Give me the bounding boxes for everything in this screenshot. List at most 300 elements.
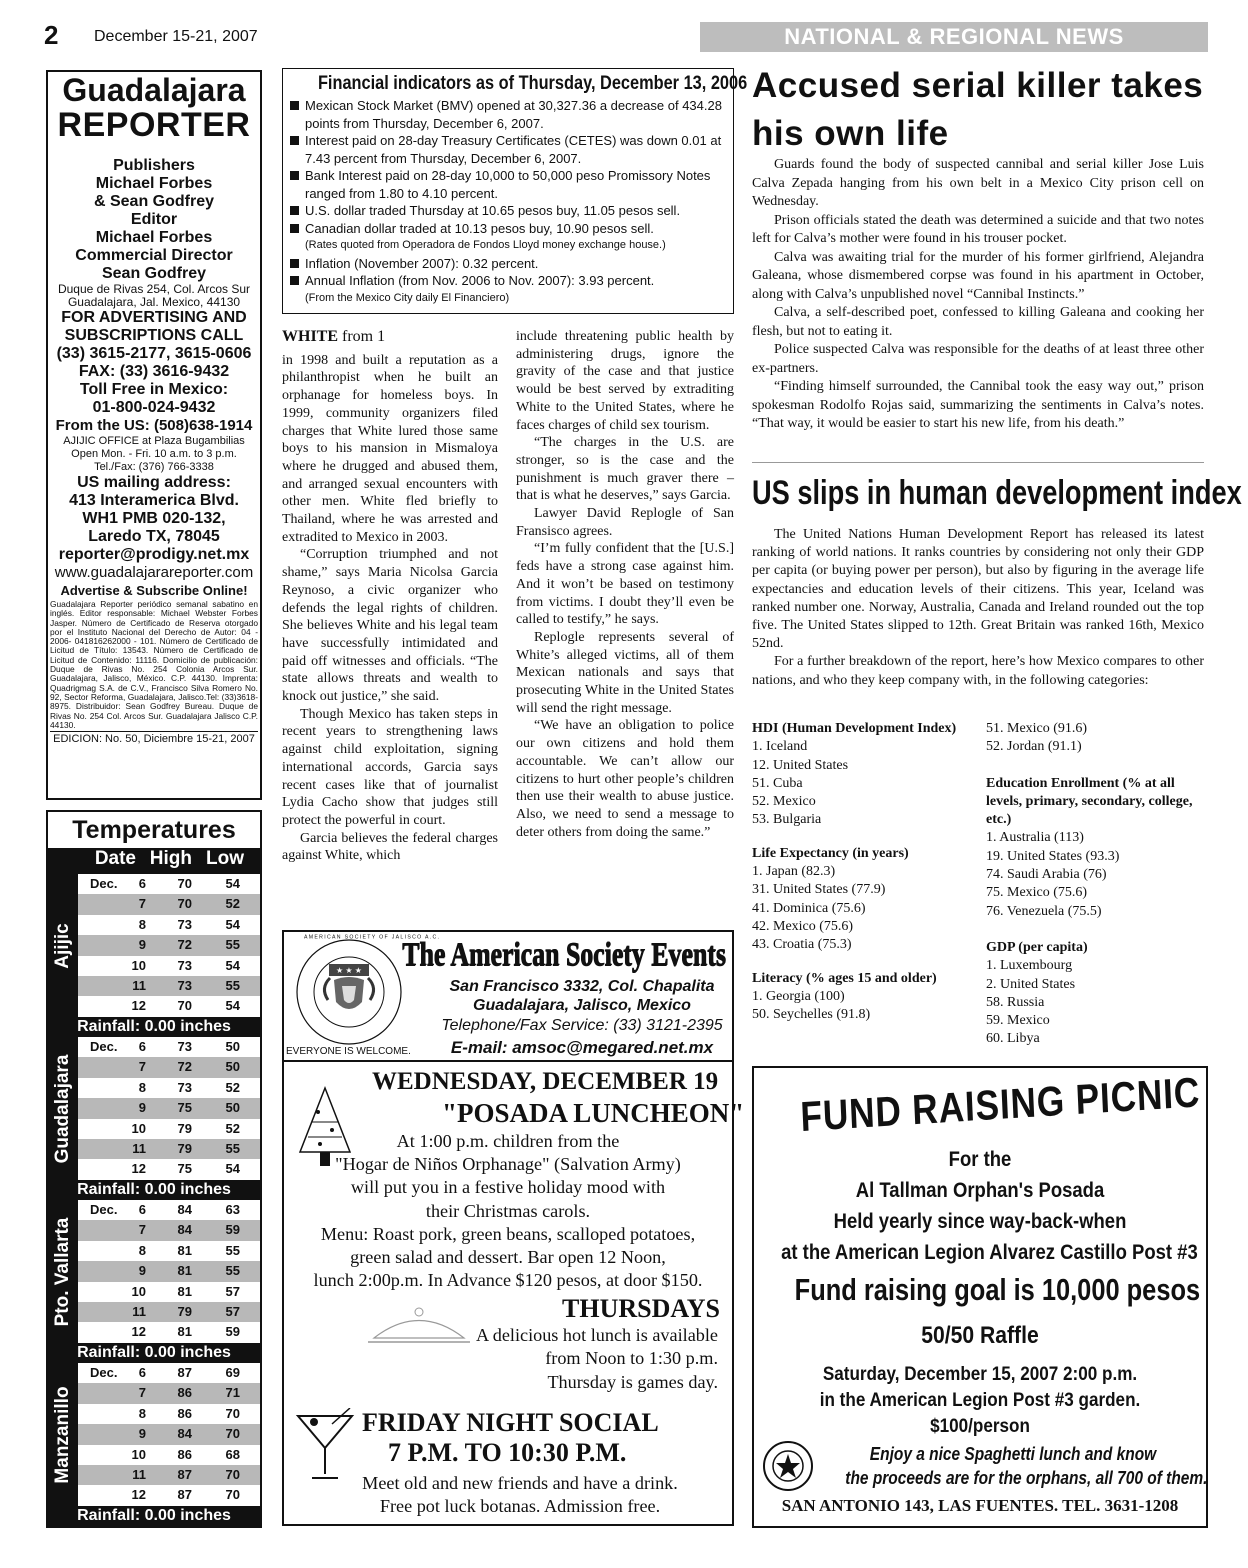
city-name-label	[48, 1363, 78, 1506]
wednesday-heading: WEDNESDAY, DECEMBER 19	[372, 1068, 719, 1095]
temperature-row	[78, 1261, 260, 1281]
category-left-column	[752, 720, 977, 1024]
ad-call-line: FOR ADVERTISING AND	[61, 309, 247, 326]
low-cell: 55	[225, 1263, 240, 1279]
ad-call-line: From the US: (508)638-1914	[55, 417, 253, 434]
temperature-row	[78, 1485, 260, 1505]
high-cell: 84	[177, 1222, 192, 1238]
american-society-header	[284, 932, 732, 1062]
rank-item: 50. Seychelles (91.8)	[752, 1007, 871, 1023]
month-cell	[78, 1139, 124, 1159]
education-heading: Education Enrollment (% at all levels, primary, secondary, college, etc.)	[986, 775, 1193, 828]
temperature-row	[78, 1322, 260, 1342]
low-cell: 52	[225, 1079, 240, 1095]
financial-indicator-item: Inflation (November 2007): 0.32 percent.	[287, 255, 729, 273]
month-cell	[78, 1383, 124, 1403]
posada-line: their Christmas carols.	[425, 1200, 591, 1221]
low-cell: 55	[225, 1140, 240, 1156]
posada-line: green salad and dessert. Bar open 12 Noon,	[350, 1247, 666, 1268]
masthead-line: & Sean Godfrey	[93, 193, 215, 210]
masthead-line: Commercial Director	[75, 247, 233, 264]
fund-line: at the American Legion Alvarez Castillo Post #3	[781, 1241, 1198, 1264]
article-paragraph: Prison officials stated the death was determined a suicide and that two notes left for Calva’s mother were found in his trouser pocket.	[752, 212, 1204, 246]
rank-item: 52. Mexico	[752, 794, 816, 810]
high-cell: 79	[177, 1120, 192, 1136]
high-cell: 84	[177, 1202, 192, 1217]
article-paragraph: Police suspected Calva was responsible for the deaths of at least three other ex-partners.	[752, 342, 1204, 376]
article-paragraph: Calva was awaiting trial for the murder of his former girlfriend, Alejandra Galeana, whose dismembered corpse was found in his apartment in October, along with Calva’s unpublished novel “Cannibal Instincts.”	[752, 249, 1204, 302]
low-cell: 63	[225, 1202, 240, 1217]
masthead-title-2: REPORTER	[57, 106, 251, 144]
high-cell: 73	[177, 1079, 192, 1095]
rank-item: 1. Luxembourg	[986, 958, 1073, 974]
article-serial-killer	[752, 156, 1204, 434]
rank-item: 42. Mexico (75.6)	[752, 918, 854, 934]
temperature-row	[78, 1424, 260, 1444]
low-cell: 70	[225, 1487, 240, 1503]
rank-item: 41. Dominica (75.6)	[752, 900, 866, 916]
raffle-label: 50/50 Raffle	[921, 1322, 1039, 1349]
when-line: Saturday, December 15, 2007 2:00 p.m.	[822, 1364, 1138, 1385]
month-cell: Dec.	[90, 1365, 118, 1380]
article-paragraph: The United Nations Human Development Report has released its latest ranking of world nations. It ranks countries by considering not only their GDP per capita (or buying power per person), but also by figuring in the average life expectancies and education levels of their citizens. This year, Iceland was ranked number one. Norway, Australia, Canada and Ireland rounded out the top five. The United States slipped to 12th. Great Britain was ranked 16th, Mexico 52nd.	[752, 527, 1204, 652]
temperature-row	[78, 1465, 260, 1485]
rainfall-bar: Rainfall: 0.00 inches	[48, 1180, 260, 1200]
rank-item: 59. Mexico	[986, 1013, 1050, 1029]
ad-call-line: 01-800-024-9432	[92, 399, 216, 416]
thursdays-heading: THURSDAYS	[562, 1294, 720, 1323]
header-date: Date	[94, 848, 136, 869]
date-cell: 9	[138, 937, 146, 953]
date-cell: 9	[138, 1263, 146, 1279]
city-name: Ajijic	[52, 922, 73, 969]
financial-indicator-item: U.S. dollar traded Thursday at 10.65 pesos buy, 11.05 pesos sell.	[287, 202, 729, 220]
rank-item: 75. Mexico (75.6)	[986, 885, 1088, 901]
high-cell: 73	[177, 957, 192, 973]
financial-indicator-item: Bank Interest paid on 28-day 10,000 to 50,000 peso Promissory Notes ranged from 1.80 to 4.10 percent.	[287, 167, 729, 202]
white-paragraph: Though Mexico has taken steps in recent years to strengthening laws against child exploitation, signing international accords, Garcia says recent cases like that of journalist Lydia Cacho show that judges still protect the powerful in court.	[282, 706, 498, 828]
svg-text:★ ★ ★: ★ ★ ★	[336, 966, 362, 975]
welcome-text: EVERYONE IS WELCOME.	[286, 1046, 411, 1057]
month-cell	[78, 976, 124, 996]
rank-item: 19. United States (93.3)	[986, 848, 1120, 864]
white-paragraph: Lawyer David Replogle of San Fransisco agrees.	[516, 506, 734, 539]
month-cell	[78, 1424, 124, 1444]
date-cell: 11	[132, 1466, 146, 1482]
low-cell: 59	[225, 1222, 240, 1238]
when-line: in the American Legion Post #3 garden.	[819, 1390, 1141, 1411]
life-heading: Life Expectancy (in years)	[752, 845, 909, 861]
date-cell: 12	[131, 1324, 146, 1340]
amsoc-phone: Telephone/Fax Service: (33) 3121-2395	[441, 1017, 723, 1034]
low-cell: 70	[225, 1426, 240, 1442]
date-cell: 10	[131, 957, 146, 973]
financial-source-note: (Rates quoted from Operadora de Fondos Lloyd money exchange house.)	[305, 239, 666, 251]
ad-call-line: Toll Free in Mexico:	[79, 381, 229, 398]
masthead-address: Duque de Rivas 254, Col. Arcos Sur	[57, 282, 251, 296]
low-cell: 52	[225, 896, 240, 912]
masthead-line: Michael Forbes	[95, 175, 213, 192]
city-name-label	[48, 1037, 78, 1180]
ajijic-office: Open Mon. - Fri. 10 a.m. to 3 p.m.	[71, 448, 237, 460]
city-name: Pto. Vallarta	[52, 1217, 73, 1326]
month-cell	[78, 1078, 124, 1098]
gdp-heading: GDP (per capita)	[986, 939, 1088, 955]
temperature-row	[78, 1037, 260, 1057]
high-cell: 70	[177, 876, 192, 891]
temperature-row	[78, 1282, 260, 1302]
high-cell: 75	[177, 1161, 192, 1177]
headline-serial-killer: Accused serial killer takes his own life	[752, 66, 1204, 153]
low-cell: 54	[225, 1161, 240, 1177]
high-cell: 73	[177, 916, 192, 932]
high-cell: 70	[177, 998, 192, 1014]
month-cell	[78, 1282, 124, 1302]
fund-address: SAN ANTONIO 143, LAS FUENTES. TEL. 3631-1208	[781, 1496, 1179, 1515]
rank-item: 52. Jordan (91.1)	[986, 739, 1082, 755]
divider	[752, 462, 1204, 463]
low-cell: 71	[225, 1385, 240, 1401]
american-society-title: The American Society Events	[402, 936, 726, 973]
temperature-row	[78, 996, 260, 1016]
low-cell: 55	[225, 977, 240, 993]
masthead-address: Guadalajara, Jal. Mexico, 44130	[67, 295, 241, 309]
low-cell: 69	[225, 1365, 240, 1380]
rank-item: 31. United States (77.9)	[752, 882, 886, 898]
low-cell: 54	[225, 998, 240, 1014]
city-name-label	[48, 874, 78, 1017]
rank-item: 2. United States	[986, 976, 1076, 992]
date-cell: 6	[138, 876, 146, 891]
white-column-b	[516, 328, 734, 841]
high-cell: 86	[177, 1446, 192, 1462]
low-cell: 68	[225, 1446, 240, 1462]
white-paragraph: “The charges in the U.S. are stronger, so is the case and the punishment is much graver there – that is what he deserves,” says Garcia.	[516, 435, 734, 504]
american-society-ad	[282, 930, 745, 1526]
mailing-line: Laredo TX, 78045	[88, 528, 220, 545]
date-cell: 7	[138, 1059, 146, 1075]
month-cell: Dec.	[90, 876, 118, 891]
header-low: Low	[206, 848, 244, 869]
month-cell	[78, 1322, 124, 1342]
temperature-row	[78, 1200, 260, 1220]
temperature-row	[78, 1383, 260, 1403]
article-paragraph: Guards found the body of suspected cannibal and serial killer Jose Luis Calva Zepada hanging from his own belt in a Mexico City prison cell on Wednesday.	[752, 157, 1204, 209]
date-cell: 10	[131, 1120, 146, 1136]
masthead-line: Publishers	[113, 157, 195, 174]
white-paragraph: Garcia believes the federal charges against White, which	[282, 830, 498, 864]
high-cell: 87	[177, 1466, 192, 1482]
header-high: High	[149, 848, 192, 869]
temperature-row	[78, 1302, 260, 1322]
temperature-city-block	[48, 1037, 260, 1180]
rank-item: 51. Mexico (91.6)	[986, 721, 1088, 736]
month-cell	[78, 1057, 124, 1077]
low-cell: 54	[225, 876, 240, 891]
date-cell: 12	[131, 998, 146, 1014]
high-cell: 75	[177, 1100, 192, 1116]
enjoy-line: the proceeds are for the orphans, all 700 of them.	[845, 1468, 1208, 1488]
edition-line: EDICION: No. 50, Diciembre 15-21, 2007	[50, 731, 258, 746]
white-paragraph: “Corruption triumphed and not shame,” says Maria Nicolsa Garcia Reynoso, a civic organizer who defends the legal rights of children. She believes White and his legal team have successfully intimidated and paid off witnesses and officials. “The state allows threats and wealth to knock out justice,” she said.	[282, 547, 498, 705]
email-link[interactable]: reporter@prodigy.net.mx	[58, 546, 250, 563]
low-cell: 50	[225, 1039, 240, 1054]
temperature-city-block	[48, 1200, 260, 1343]
hdi-heading: HDI (Human Development Index)	[752, 721, 957, 736]
city-name-label	[48, 1200, 78, 1343]
amsoc-address: Guadalajara, Jalisco, Mexico	[473, 997, 691, 1014]
american-legion-emblem-icon	[762, 1440, 814, 1492]
date-cell: 8	[138, 916, 146, 932]
enjoy-text	[845, 1442, 1208, 1490]
high-cell: 81	[177, 1242, 192, 1258]
headline-human-development: US slips in human development index	[752, 474, 1242, 512]
date-cell: 11	[132, 977, 146, 993]
masthead-line: Michael Forbes	[95, 229, 213, 246]
high-cell: 87	[177, 1365, 192, 1380]
date-cell: 7	[138, 1385, 146, 1401]
thursdays-line: Thursday is games day.	[547, 1371, 718, 1392]
fund-raising-description	[781, 1144, 1198, 1268]
issue-date: December 15-21, 2007	[94, 28, 258, 45]
financial-source-note: (From the Mexico City daily El Financiero)	[305, 291, 510, 304]
article-paragraph: “Finding himself surrounded, the Cannibal took the easy way out,” prison spokesman Rodolfo Rojas said, summarizing the sentiments in Calva’s notes. “That way, it would be easier to start his new life, from his death.”	[752, 379, 1204, 431]
date-cell: 11	[132, 1140, 146, 1156]
article-human-development	[752, 526, 1204, 690]
date-cell: 10	[131, 1446, 146, 1462]
rank-item: 1. Iceland	[752, 739, 808, 755]
masthead-line: Editor	[130, 211, 178, 228]
white-paragraph: “We have an obligation to police our own citizens and hold them accountable. We can’t allow our citizens to hurt other people’s children then use their wealth to abuse justice. Also, we need to send a message to deter others from doing the same.”	[516, 718, 734, 840]
masthead-title: Guadalajara	[62, 72, 246, 108]
low-cell: 57	[225, 1303, 240, 1319]
month-cell: Dec.	[90, 1202, 118, 1217]
white-paragraph: in 1998 and built a reputation as a philanthropist when he built an orphanage for homeless boys. In 1999, community organizers filed charges that White lured those same boys to his mansion in Mismaloya where he drugged and abused them, and arranged sexual encounters with other men. White fled briefly to Thailand, where he was arrested and extradited to Mexico in 2003.	[282, 352, 498, 545]
month-cell	[78, 935, 124, 955]
month-cell	[78, 1241, 124, 1261]
date-cell: 8	[138, 1242, 146, 1258]
thursdays-line: from Noon to 1:30 p.m.	[545, 1348, 718, 1369]
temperature-row	[78, 1220, 260, 1240]
thursdays-line: A delicious hot lunch is available	[476, 1325, 718, 1345]
month-cell	[78, 1159, 124, 1179]
fund-line: Al Tallman Orphan's Posada	[855, 1179, 1105, 1202]
white-column-a	[282, 328, 498, 865]
temperature-row	[78, 1404, 260, 1424]
temperature-row	[78, 1159, 260, 1179]
posada-details	[286, 1130, 730, 1292]
fund-raising-picnic-ad	[752, 1066, 1208, 1528]
white-paragraph: Replogle represents several of White’s alleged victims, all of them Mexican nationals and says that prosecuting White in the United States will send the right message.	[516, 629, 734, 716]
temperature-row	[78, 1445, 260, 1465]
month-cell	[78, 956, 124, 976]
high-cell: 73	[177, 977, 192, 993]
temperature-row	[78, 915, 260, 935]
high-cell: 79	[177, 1303, 192, 1319]
ad-call-line: FAX: (33) 3616-9432	[78, 363, 230, 380]
rank-item: 1. Japan (82.3)	[752, 864, 836, 880]
ajijic-office: Tel./Fax: (376) 766-3338	[94, 461, 214, 473]
mailing-line: WH1 PMB 020-132,	[82, 510, 226, 527]
rank-item: 60. Libya	[986, 1031, 1040, 1047]
fund-raising-title: FUND RAISING PICNIC	[799, 1068, 1202, 1141]
rainfall-bar: Rainfall: 0.00 inches	[48, 1506, 260, 1526]
temperature-row	[78, 976, 260, 996]
friday-line: Meet old and new friends and have a drink.	[362, 1473, 678, 1493]
low-cell: 70	[225, 1466, 240, 1482]
rank-item: 76. Venezuela (75.5)	[986, 903, 1102, 919]
temperature-row	[78, 1078, 260, 1098]
posada-luncheon-heading: "POSADA LUNCHEON"	[442, 1098, 745, 1128]
legal-notice: Guadalajara Reporter periódico semanal sabatino en inglés. Editor responsable: Michael Webster Forbes Jasper. Número de Certificado de Reserva otorgado por el Instituto Nacional del Derecho de Autor: 04 - 2006- 041816262000 - 101. Número de Certificado de Licitud de Título: 13543. Número de Certificado de Licitud de Contenido: 11116. Domicilio de publicación: Duque de Rivas No. 254 Colonia Arcos Sur. Guadalajara, Jalisco, México. C.P. 44130. Imprenta: Quadrigmag S.A. de C.V., Francisco Silva Romero No. 92, Sector Reforma, Guadalajara, Jalisco.Tel: (33)3618-8975. Distribuidor: Sean Godfrey Bureau. Duque de Rivas No. 254 Col. Arcos Sur. Guadalajara Jalisco C.P. 44130.	[50, 599, 258, 730]
low-cell: 70	[225, 1405, 240, 1421]
city-name: Manzanillo	[52, 1385, 73, 1484]
month-cell	[78, 915, 124, 935]
advertise-line: Advertise & Subscribe Online!	[60, 583, 248, 598]
masthead-line: Sean Godfrey	[101, 265, 207, 282]
low-cell: 52	[225, 1120, 240, 1136]
fund-line: For the	[948, 1148, 1012, 1171]
when-line: $100/person	[930, 1416, 1030, 1437]
ad-call-line: (33) 3615-2177, 3615-0606	[56, 345, 252, 362]
low-cell: 55	[225, 1242, 240, 1258]
rank-item: 1. Georgia (100)	[752, 988, 845, 1004]
month-cell	[78, 1302, 124, 1322]
low-cell: 54	[225, 957, 240, 973]
rank-item: 74. Saudi Arabia (76)	[986, 867, 1107, 883]
month-cell	[78, 1119, 124, 1139]
event-when	[777, 1362, 1184, 1440]
temperature-row	[78, 1119, 260, 1139]
fund-line: Held yearly since way-back-when	[833, 1210, 1127, 1233]
temperature-row	[78, 1363, 260, 1383]
rank-item: 58. Russia	[986, 994, 1045, 1010]
fund-raising-goal: Fund raising goal is 10,000 pesos	[794, 1272, 1201, 1307]
friday-social-time: 7 P.M. TO 10:30 P.M.	[388, 1438, 627, 1467]
month-cell	[78, 1465, 124, 1485]
date-cell: 9	[138, 1426, 146, 1442]
mailing-line: US mailing address:	[77, 474, 231, 491]
month-cell	[78, 1404, 124, 1424]
financial-indicators-box	[282, 68, 748, 314]
posada-line: lunch 2:00p.m. In Advance $120 pesos, at door $150.	[313, 1270, 703, 1291]
rainfall-bar: Rainfall: 0.00 inches	[48, 1343, 260, 1363]
temperature-row	[78, 935, 260, 955]
month-cell	[78, 1098, 124, 1118]
high-cell: 84	[177, 1426, 192, 1442]
ajijic-office: AJIJIC OFFICE at Plaza Bugambilias	[63, 435, 245, 447]
temperature-row	[78, 1098, 260, 1118]
date-cell: 9	[138, 1100, 146, 1116]
page-number: 2	[44, 20, 59, 50]
temperature-row	[78, 894, 260, 914]
friday-social-details	[314, 1472, 726, 1519]
low-cell: 57	[225, 1283, 240, 1299]
month-cell	[78, 1485, 124, 1505]
high-cell: 79	[177, 1140, 192, 1156]
temperature-row	[78, 1139, 260, 1159]
date-cell: 12	[131, 1161, 146, 1177]
masthead-box	[46, 70, 262, 800]
low-cell: 59	[225, 1324, 240, 1340]
temperature-row	[78, 1241, 260, 1261]
website-link[interactable]: www.guadalajarareporter.com	[54, 564, 254, 581]
mailing-line: 413 Interamerica Blvd.	[69, 492, 239, 509]
american-society-seal-icon	[290, 934, 441, 1048]
date-cell: 12	[131, 1487, 146, 1503]
low-cell: 50	[225, 1059, 240, 1075]
high-cell: 72	[177, 1059, 192, 1075]
low-cell: 50	[225, 1100, 240, 1116]
high-cell: 73	[177, 1039, 192, 1054]
rank-item: 51. Cuba	[752, 775, 803, 791]
amsoc-address: San Francisco 3332, Col. Chapalita	[449, 978, 715, 995]
temperatures-box	[46, 810, 262, 1528]
high-cell: 81	[177, 1283, 192, 1299]
month-cell	[78, 894, 124, 914]
low-cell: 55	[225, 937, 240, 953]
high-cell: 86	[177, 1405, 192, 1421]
temperatures-title: Temperatures	[72, 816, 236, 844]
temperature-row	[78, 956, 260, 976]
white-paragraph: “I’m fully confident that the [U.S.] feds have a strong case against him. And it won’t be based on testimony from victims. I doubt they’ll even be called to testify,” he says.	[516, 541, 734, 628]
white-kicker: WHITE from 1	[282, 328, 386, 345]
amsoc-email[interactable]: E-mail: amsoc@megared.net.mx	[450, 1038, 714, 1057]
city-name: Guadalajara	[52, 1054, 73, 1163]
high-cell: 86	[177, 1385, 192, 1401]
month-cell	[78, 1220, 124, 1240]
date-cell: 11	[132, 1303, 146, 1319]
date-cell: 7	[138, 1222, 146, 1238]
high-cell: 72	[177, 937, 192, 953]
ad-call-line: SUBSCRIPTIONS CALL	[64, 327, 244, 344]
temperature-row	[78, 874, 260, 894]
literacy-heading: Literacy (% ages 15 and older)	[752, 970, 937, 986]
posada-line: At 1:00 p.m. children from the	[396, 1131, 620, 1151]
month-cell	[78, 1445, 124, 1465]
white-paragraph: include threatening public health by administering drugs, ignore the gravity of the case and that justice would be best served by extraditing White to the United States, where he faces charges of child sex tourism.	[516, 329, 734, 433]
financial-indicator-item: Annual Inflation (from Nov. 2006 to Nov. 2007): 3.93 percent.	[287, 272, 729, 290]
rank-item: 1. Australia (113)	[986, 830, 1084, 846]
month-cell	[78, 996, 124, 1016]
financial-indicator-item: Mexican Stock Market (BMV) opened at 30,327.36 a decrease of 434.28 points from Thursday, December 6, 2007.	[287, 97, 729, 132]
temperature-city-block	[48, 874, 260, 1017]
posada-line: will put you in a festive holiday mood with	[350, 1177, 666, 1198]
financial-indicator-item: Interest paid on 28-day Treasury Certificates (CETES) was down 0.01 at 7.43 percent from Thursday, December 6, 2007.	[287, 132, 729, 167]
thursdays-details	[404, 1324, 718, 1394]
high-cell: 81	[177, 1263, 192, 1279]
section-banner: NATIONAL & REGIONAL NEWS	[700, 22, 1208, 52]
high-cell: 81	[177, 1324, 192, 1340]
rank-item: 43. Croatia (75.3)	[752, 937, 852, 953]
friday-social-heading: FRIDAY NIGHT SOCIAL	[362, 1408, 659, 1437]
category-right-column	[986, 720, 1206, 1049]
financial-title: Financial indicators as of Thursday, December 13, 2006	[317, 73, 748, 94]
article-paragraph: For a further breakdown of the report, here’s how Mexico compares to other nations, and who they keep company with, in the following categories:	[752, 654, 1204, 688]
temperature-city-block	[48, 1363, 260, 1506]
month-cell: Dec.	[90, 1039, 118, 1054]
seal-text: AMERICAN SOCIETY OF JALISCO A.C.	[304, 934, 441, 940]
low-cell: 54	[225, 916, 240, 932]
rainfall-bar: Rainfall: 0.00 inches	[48, 1017, 260, 1037]
article-paragraph: Calva, a self-described poet, confessed to killing Galeana and cooking her flesh, but not to eating it.	[752, 305, 1204, 339]
rank-item: 53. Bulgaria	[752, 812, 822, 828]
date-cell: 8	[138, 1079, 146, 1095]
date-cell: 10	[131, 1283, 146, 1299]
date-cell: 6	[138, 1202, 146, 1217]
financial-indicator-item: Canadian dollar traded at 10.13 pesos buy, 10.90 pesos sell.	[287, 220, 729, 238]
high-cell: 87	[177, 1487, 192, 1503]
